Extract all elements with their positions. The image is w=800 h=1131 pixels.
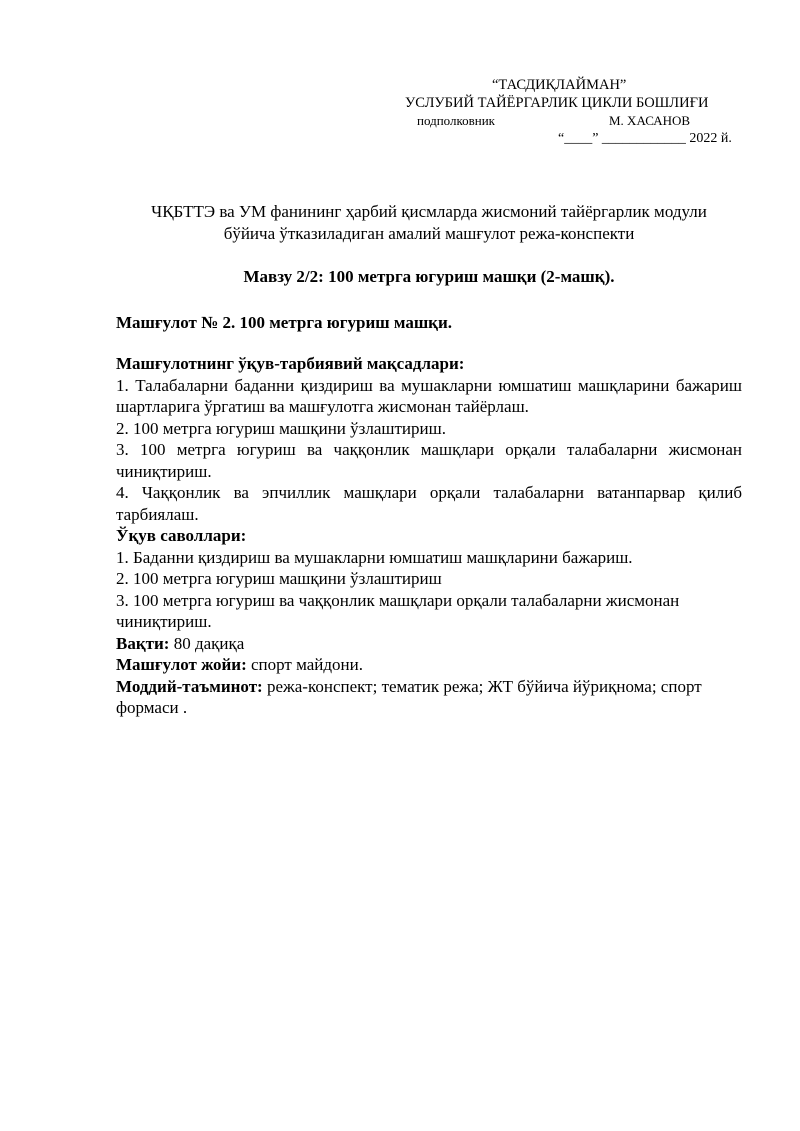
approval-date: “____” ____________ 2022 й. — [558, 131, 732, 146]
approval-signature-line — [380, 112, 760, 130]
lesson-heading: Машғулот № 2. 100 метрга югуриш машқи. — [116, 313, 453, 332]
question-item-1: 1. Баданни қиздириш ва мушакларни юмшатиш машқларини бажариш. — [116, 547, 633, 567]
approval-block — [380, 76, 760, 148]
place-line — [116, 654, 742, 676]
document-title — [116, 201, 742, 244]
materials-value: режа-конспект; тематик режа; ЖТ бўйича йўриқнома; спорт формаси . — [116, 676, 702, 717]
time-label: Вақти: — [116, 633, 170, 653]
materials-label: Моддий-таъминот: — [116, 676, 263, 696]
approval-position: УСЛУБИЙ ТАЙЁРГАРЛИК ЦИКЛИ БОШЛИҒИ — [405, 95, 709, 111]
place-value: спорт майдони. — [246, 655, 363, 674]
time-line — [116, 633, 742, 655]
approval-rank: подполковник — [417, 113, 495, 128]
place-label: Машғулот жойи: — [116, 655, 247, 674]
time-value: 80 дақиқа — [169, 633, 245, 653]
goal-item-3: 3. 100 метрга югуриш ва чаққонлик машқлари орқали талабаларни жисмонан чиниқтириш. — [116, 440, 742, 481]
materials-line — [116, 676, 742, 719]
question-item-2: 2. 100 метрга югуриш машқини ўзлаштириш — [116, 569, 442, 588]
goal-item-1: 1. Талабаларни баданни қиздириш ва мушакларни юмшатиш машқларини бажариш шартларига ўргатиш ва машғулотга жисмонан тайёрлаш. — [116, 375, 742, 416]
document-body — [116, 353, 742, 719]
goals-heading: Машғулотнинг ўқув-тарбиявий мақсадлари: — [116, 354, 465, 373]
goal-item-4: 4. Чаққонлик ва эпчиллик машқлари орқали талабаларни ватанпарвар қилиб тарбиялаш. — [116, 483, 742, 524]
goal-item-2: 2. 100 метрга югуриш машқини ўзлаштириш. — [116, 418, 446, 438]
questions-heading: Ўқув саволлари: — [116, 526, 247, 545]
title-line-2: бўйича ўтказиладиган амалий машғулот режа-конспекти — [223, 223, 635, 243]
topic-heading: Мавзу 2/2: 100 метрга югуриш машқи (2-машқ). — [243, 267, 615, 286]
title-line-1: ЧҚБТТЭ ва УМ фанининг ҳарбий қисмларда жисмоний тайёргарлик модули — [151, 202, 707, 221]
approval-heading: “ТАСДИҚЛАЙМАН” — [492, 77, 627, 93]
question-item-3: 3. 100 метрга югуриш ва чаққонлик машқлари орқали талабаларни жисмонан чиниқтириш. — [116, 590, 680, 631]
approval-name: М. ХАСАНОВ — [609, 113, 691, 128]
